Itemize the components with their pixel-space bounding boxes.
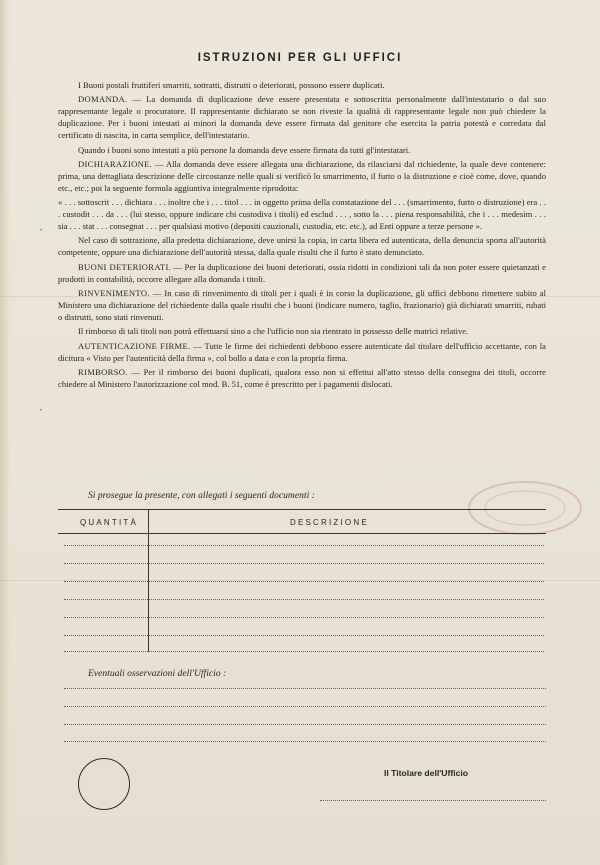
section-lead: RINVENIMENTO.: [78, 288, 150, 298]
section-text: — In caso di rinvenimento di titoli per i quali è in corso la duplicazione, gli uffici debbono rimettere subito al Ministero una dichiarazione del richiedente dalla quale risulti che i buoni (indicare numero, taglio, frazionario) già dichiarati smarriti, rubati o distrutti, sono stati rinvenuti.: [58, 288, 546, 322]
margin-dot: •: [40, 408, 43, 414]
column-header-quantity: QUANTITÀ: [80, 518, 139, 527]
column-header-description: DESCRIZIONE: [290, 518, 369, 527]
section-lead: DOMANDA.: [78, 94, 128, 105]
observation-line[interactable]: [64, 724, 546, 725]
table-header-rule: [58, 533, 546, 534]
section-dichiarazione-extra: Nel caso di sottrazione, alla predetta dichiarazione, deve unirsi la copia, in carta libera ed autenticata, della denuncia sporta all'autorità competente, oppure una dichiarazione dell'autorità stessa, dalla quale risulti che il furto è stato denunciato.: [58, 235, 546, 258]
table-row[interactable]: [64, 545, 544, 546]
table-row[interactable]: [64, 635, 544, 636]
section-text: — La domanda di duplicazione deve essere presentata e sottoscritta personalmente dall'intestatario o dal suo rappresentante legale o procuratore. Il rappresentante dichiarato se non riveste la qualità di rappresentante legale non può chiedere la duplicazione. Per i buoni intestati ai minori la domanda deve essere firmata dal genitore che esercita la patria potestà e corredata dal certificato di nascita, in carta semplice, dell'intestatario.: [58, 94, 546, 141]
section-rinvenimento-extra: Il rimborso di tali titoli non potrà effettuarsi sino a che l'ufficio non sia rientrato in possesso delle matrici relative.: [78, 326, 469, 337]
margin-dot: •: [40, 228, 43, 234]
section-text: — Tutte le firme dei richiedenti debbono essere autenticate dal titolare dell'ufficio accettante, con la dicitura « Visto per l'autenticità della firma », col bollo a data e con la propria firma.: [58, 340, 546, 363]
section-domanda: [58, 94, 546, 142]
section-rinvenimento: [58, 288, 546, 324]
documents-intro: Si prosegue la presente, con allegati i seguenti documenti :: [88, 490, 315, 501]
section-text: — Per la duplicazione dei buoni deteriorati, ossia ridotti in condizioni tali da non poter essere quietanzati e prodotti in contabilità, occorre allegare alla domanda i titoli.: [58, 261, 546, 284]
table-row[interactable]: [64, 651, 544, 652]
paper-edge-shadow: [0, 0, 10, 865]
section-text: — Per il rimborso dei buoni duplicati, qualora esso non si effettui all'atto stesso della consegna dei titoli, occorre chiedere al Ministero l'autorizzazione col mod. B. 51, come è prescritto per i pagamenti dislocati.: [58, 366, 546, 389]
page-title: ISTRUZIONI PER GLI UFFICI: [197, 52, 403, 64]
table-row[interactable]: [64, 617, 544, 618]
signature-line[interactable]: [320, 800, 546, 801]
table-top-rule: [58, 509, 546, 510]
section-rimborso: [58, 367, 546, 391]
office-seal-circle[interactable]: [78, 758, 130, 810]
instructions-body: [58, 80, 546, 393]
observation-line[interactable]: [64, 741, 546, 742]
declaration-formula: « . . . sottoscrit . . . dichiara . . . inoltre che i . . . titol . . . in oggetto prima della constatazione del . . . (smarrimento, furto o distruzione) era . . . custodit . . . da . . . (lui stesso, oppure indicare chi custodiva i titoli) ed esclud . . . , sotto la . . . piena responsabilità, che i . . . medesim . . . sia . . . stat . . . consegnat . . . per qualsiasi motivo (depositi cauzionali, custodia, etc. etc.), ad Enti oppure a terze persone ».: [58, 197, 546, 231]
observation-line[interactable]: [64, 706, 546, 707]
section-lead: DICHIARAZIONE.: [78, 158, 153, 169]
intro-paragraph: I Buoni postali fruttiferi smarriti, sottratti, distrutti o deteriorati, possono essere duplicati.: [78, 80, 385, 90]
section-lead: BUONI DETERIORATI.: [78, 261, 172, 272]
section-text: — Alla domanda deve essere allegata una dichiarazione, da rilasciarsi dal richiedente, la quale deve contenere: prima, una dettagliata descrizione delle circostanze nelle quali si verificò lo smarrimento, il furto o la distruzione e cioè come, dove, quando etc., etc.; poi la seguente formula aggiuntiva integralmente riprodotta:: [58, 158, 546, 193]
documents-table: [58, 509, 546, 652]
table-row[interactable]: [64, 581, 544, 582]
section-autenticazione: [58, 341, 546, 365]
table-row[interactable]: [64, 563, 544, 564]
section-dichiarazione: [58, 159, 546, 195]
section-lead: RIMBORSO.: [78, 366, 128, 377]
table-row[interactable]: [64, 599, 544, 600]
observations-label: Eventuali osservazioni dell'Ufficio :: [88, 668, 227, 679]
section-lead: AUTENTICAZIONE FIRME.: [78, 340, 191, 351]
signature-label: Il Titolare dell'Ufficio: [384, 768, 469, 778]
observation-line[interactable]: [64, 688, 546, 689]
section-domanda-extra: Quando i buoni sono intestati a più persone la domanda deve essere firmata da tutti gl'intestatari.: [78, 144, 411, 155]
section-buoni-deteriorati: [58, 262, 546, 286]
